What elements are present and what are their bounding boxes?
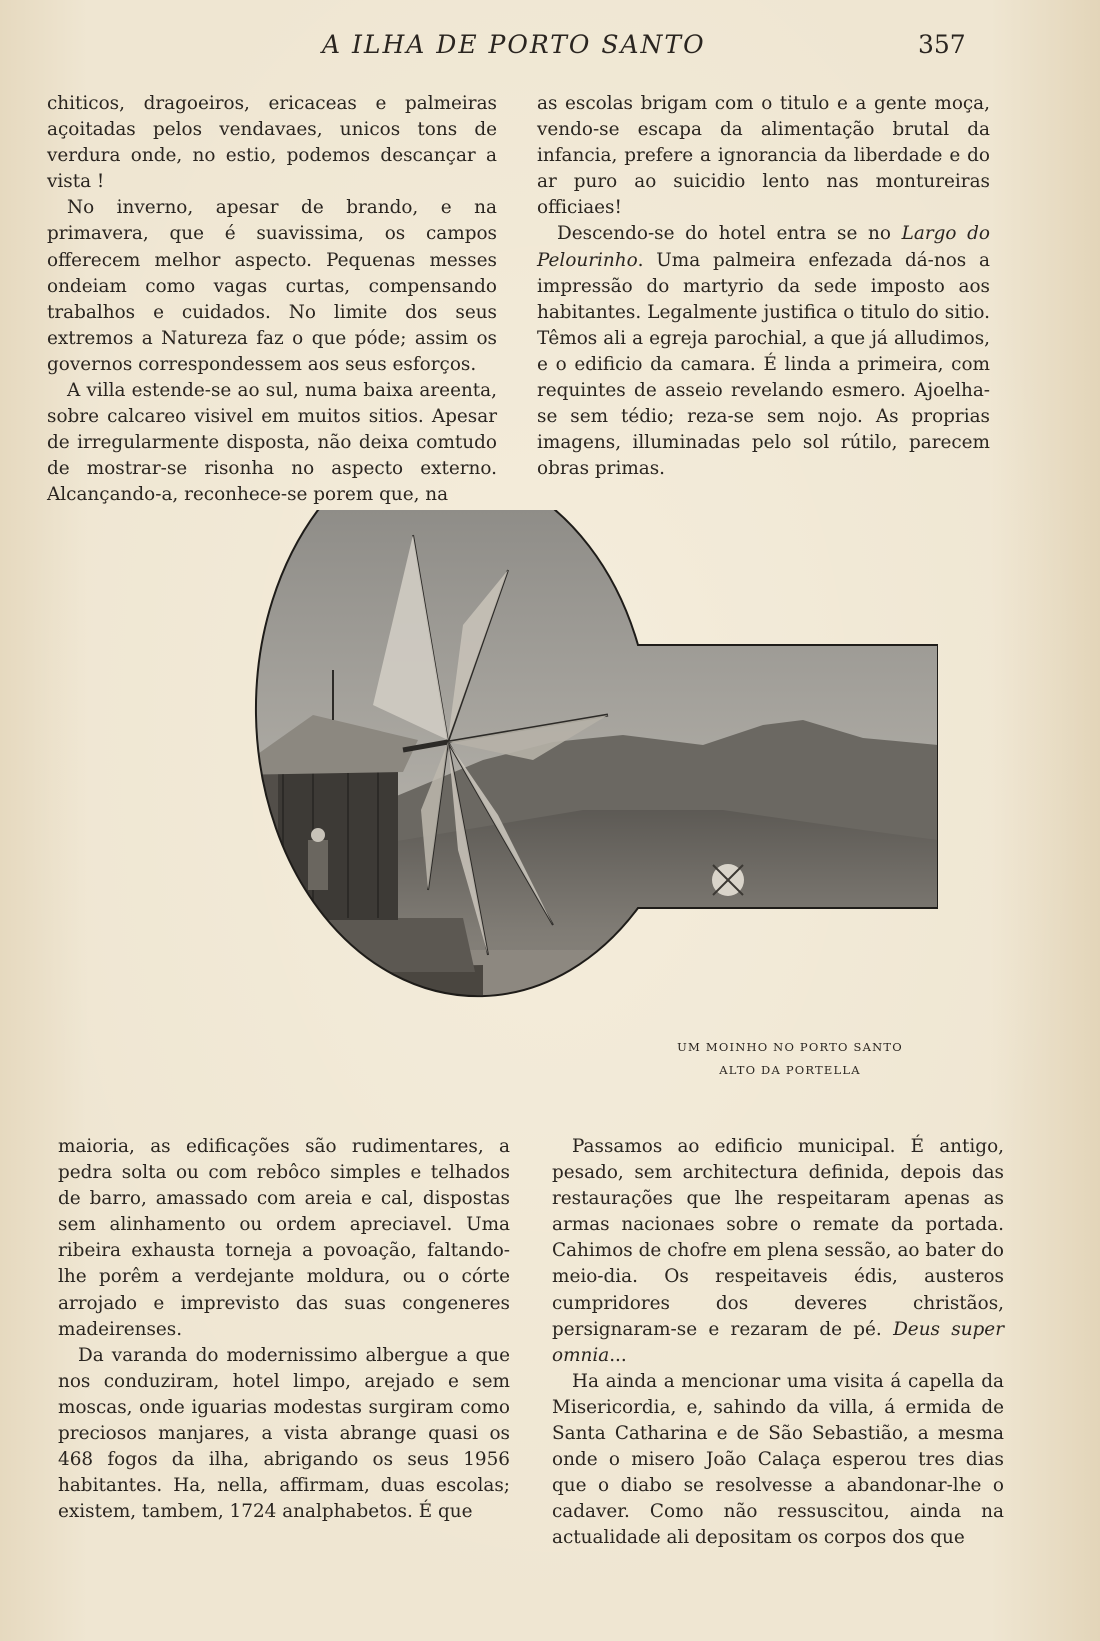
column-top-right	[537, 91, 990, 482]
paragraph: Da varanda do modernissimo albergue a que nos conduziram, hotel limpo, arejado e sem moscas, onde iguarias modestas surgiram como preciosos manjares, a vista abrange quasi os 468 fogos da ilha, abrigando os seus 1956 habitantes. Ha, nella, affirmam, duas escolas; existem, tambem, 1724 analphabetos. É que	[58, 1344, 510, 1523]
figure-caption	[675, 1036, 905, 1082]
paragraph: Ha ainda a mencionar uma visita á capella da Misericordia, e, sahindo da villa, á ermida de Santa Catharina e de São Sebastião, a mesma onde o misero João Calaça esperou tres dias que o diabo se resolvesse a abandonar-lhe o cadaver. Como não ressuscitou, ainda na actualidade ali depositam os corpos dos que	[552, 1370, 1004, 1549]
windmill-photograph	[103, 510, 938, 1115]
column-bottom-left	[58, 1134, 510, 1525]
text-run: . Uma palmeira enfezada dá-nos a impressão do martyrio da sede imposto aos habitantes. Legalmente justifica o titulo do sitio. Têmos ali a egreja parochial, a que já alludimos, e o edificio da camara. É linda a primeira, com requintes de asseio revelando esmero. Ajoelha-se sem tédio; reza-se sem nojo. As proprias imagens, illuminadas pelo sol rútilo, parecem obras primas.	[537, 249, 990, 480]
caption-line: ALTO DA PORTELLA	[719, 1063, 861, 1077]
italic-latin-phrase: Deus super omnia	[552, 1318, 1004, 1366]
caption-line: UM MOINHO NO PORTO SANTO	[677, 1040, 903, 1054]
paragraph: as escolas brigam com o titulo e a gente moça, vendo-se escapa da alimentação brutal da infancia, prefere a ignorancia da liberdade e do ar puro ao suicidio lento nas montureiras officiaes!	[537, 93, 990, 219]
paragraph: maioria, as edificações são rudimentares, a pedra solta ou com rebôco simples e telhados de barro, amassado com areia e cal, dispostas sem alinhamento ou ordem apreciavel. Uma ribeira exhausta torneja a povoação, faltando-lhe porêm a verdejante moldura, ou o córte arrojado e imprevisto das suas congeneres madeirenses.	[58, 1136, 510, 1340]
paragraph	[537, 221, 990, 482]
text-run: Passamos ao edificio municipal. É antigo, pesado, sem architectura definida, depois das restaurações que lhe respeitaram apenas as armas nacionaes sobre o remate da portada. Cahimos de chofre em plena sessão, ao bater do meio-dia. Os respeitaveis édis, austeros cumpridores dos deveres christãos, persignaram-se e rezaram de pé.	[552, 1136, 1004, 1340]
running-head	[0, 30, 1100, 66]
paragraph	[552, 1134, 1004, 1369]
column-top-left	[47, 91, 497, 509]
running-title: A ILHA DE PORTO SANTO	[322, 30, 706, 59]
italic-place-name: Largo do Pelourinho	[537, 223, 990, 271]
paragraph: chiticos, dragoeiros, ericaceas e palmeiras açoitadas pelos vendavaes, unicos tons de verdura onde, no estio, podemos descançar a vista !	[47, 93, 497, 193]
page-number: 357	[918, 30, 966, 59]
column-bottom-right	[552, 1134, 1004, 1552]
text-run: ...	[609, 1344, 627, 1366]
text-run: Descendo-se do hotel entra se no	[557, 223, 902, 245]
paragraph: No inverno, apesar de brando, e na primavera, que é suavissima, os campos offerecem melhor aspecto. Pequenas messes ondeiam como vagas curtas, compensando trabalhos e cuidados. No limite dos seus extremos a Natureza faz o que póde; assim os governos correspondessem aos seus esforços.	[47, 197, 497, 375]
paragraph: A villa estende-se ao sul, numa baixa areenta, sobre calcareo visivel em muitos sitios. Apesar de irregularmente disposta, não deixa comtudo de mostrar-se risonha no aspecto externo. Alcançando-a, reconhece-se porem que, na	[47, 380, 497, 506]
photo-illustration	[103, 510, 938, 1115]
